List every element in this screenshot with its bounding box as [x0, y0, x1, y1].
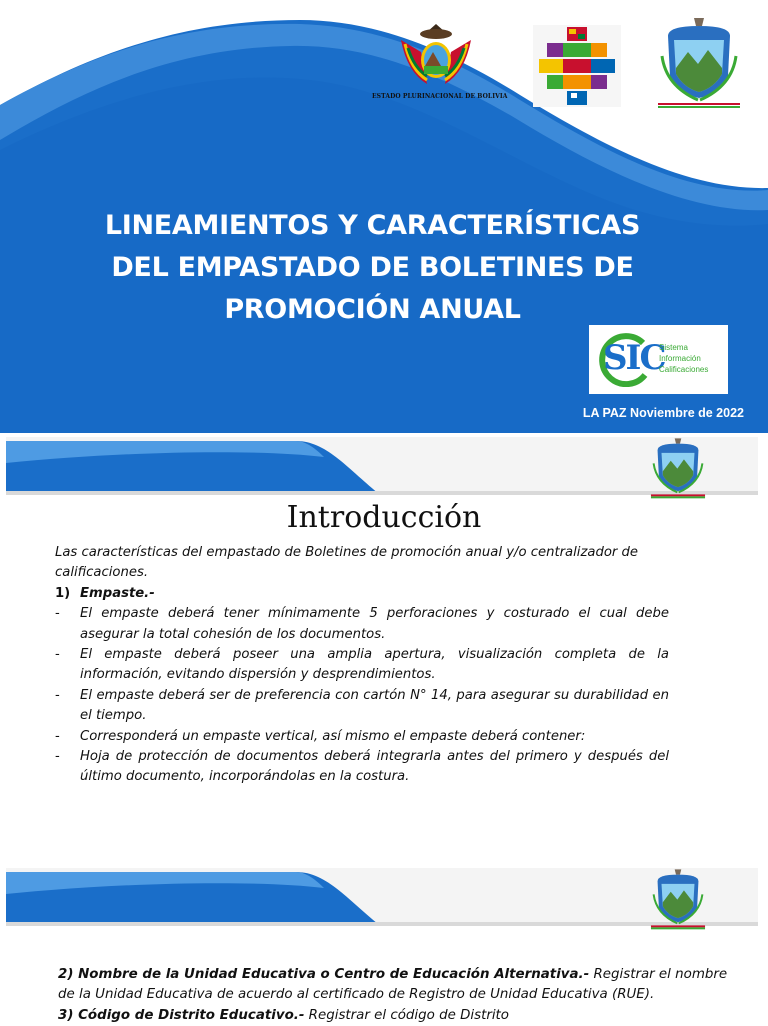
sic-logo: [589, 325, 728, 394]
cover-date: LA PAZ Noviembre de 2022: [582, 406, 744, 420]
header-band-graphic: [6, 868, 758, 926]
slide-header-band: [6, 868, 758, 926]
cover-title-line: DEL EMPASTADO DE BOLETINES DE: [111, 252, 634, 283]
list-item: [55, 645, 669, 686]
bullet-marker: -: [55, 687, 60, 703]
bullet-text: El empaste deberá ser de preferencia con cartón N° 14, para asegurar su durabilidad en el tiempo.: [80, 687, 669, 724]
header-band-graphic: [6, 437, 758, 495]
intro-title: Introducción: [286, 500, 482, 535]
departmental-emblem-icon: [650, 437, 706, 499]
item-3-text: Registrar el código de Distrito: [304, 1007, 510, 1023]
bullet-marker: -: [55, 647, 60, 663]
sic-line: Sistema: [659, 343, 688, 352]
cover-slide: [0, 0, 768, 433]
sic-line: Calificaciones: [659, 365, 709, 374]
intro-paragraph: Las características del empastado de Boletines de promoción anual y/o centralizador de calificaciones.: [55, 545, 638, 581]
cover-title: [60, 205, 685, 331]
item-3: [58, 1006, 728, 1026]
cover-title-line: LINEAMIENTOS Y CARACTERÍSTICAS: [104, 210, 641, 241]
list-item: [55, 727, 669, 747]
item-2-text: Registrar el nombre de la Unidad Educativa de acuerdo al certificado de Registro de Unidad Educativa (RUE).: [58, 967, 728, 1003]
estado-label: ESTADO PLURINACIONAL DE BOLIVIA: [372, 93, 508, 100]
departmental-emblem-icon: [650, 868, 706, 930]
sic-logo-label: [659, 342, 708, 375]
sic-logo-text: SIC: [603, 338, 665, 378]
section-title: Empaste.-: [80, 585, 155, 601]
bullet-marker: -: [55, 606, 60, 622]
list-item: [55, 686, 669, 727]
bullet-text: El empaste deberá poseer una amplia apertura, visualización completa de la información, evitando dispersión y desprendimientos.: [80, 647, 669, 683]
wiphala-logo-icon: [533, 25, 621, 107]
cover-title-line: PROMOCIÓN ANUAL: [224, 294, 521, 325]
section-heading: [55, 584, 669, 604]
bullet-text: Hoja de protección de documentos deberá integrarla antes del primero y después del último documento, incorporándolas en la costura.: [80, 749, 669, 785]
item-2: [58, 965, 728, 1006]
list-item: [55, 747, 669, 788]
bullet-text: El empaste deberá tener mínimamente 5 perforaciones y costurado el cual debe asegurar la total cohesión de los documentos.: [80, 606, 669, 642]
bullet-text: Corresponderá un empaste vertical, así mismo el empaste deberá contener:: [80, 728, 586, 744]
list-item: [55, 604, 669, 645]
item-3-title: 3) Código de Distrito Educativo.-: [58, 1007, 305, 1023]
intro-body: [55, 543, 669, 788]
bolivia-coat-of-arms-icon: [397, 22, 475, 88]
departmental-emblem-icon: [658, 16, 740, 110]
sic-line: Información: [659, 354, 701, 363]
item-2-title: 2) Nombre de la Unidad Educativa o Centro de Educación Alternativa.-: [58, 967, 590, 982]
slide3-body: [58, 965, 728, 1026]
bullet-marker: -: [55, 749, 60, 765]
section-number: 1): [55, 585, 71, 601]
slide-header-band: [6, 437, 758, 495]
bullet-marker: -: [55, 728, 60, 744]
